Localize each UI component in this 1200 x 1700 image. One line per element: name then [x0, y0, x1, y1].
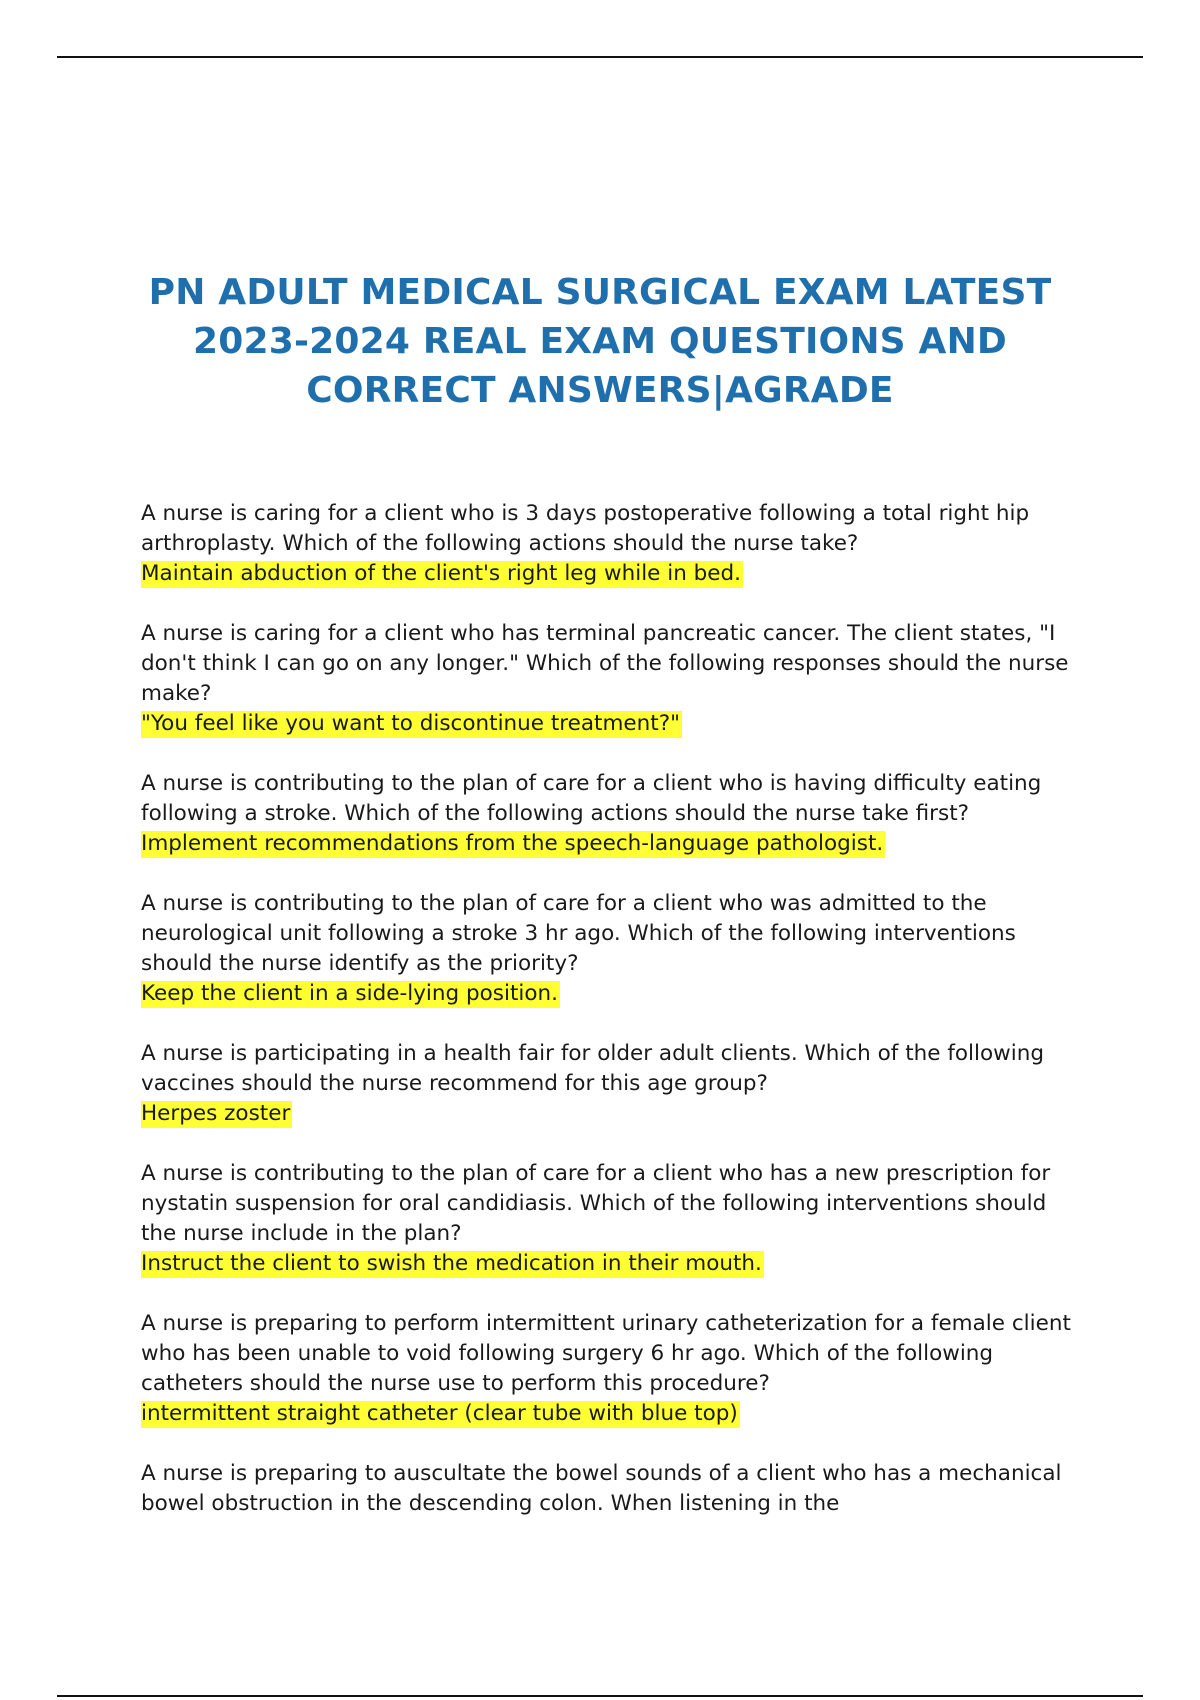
qa-item-8 — [141, 1459, 1071, 1519]
qa-item-4 — [141, 889, 1071, 1009]
answer-highlight: Implement recommendations from the speech-language pathologist. — [141, 831, 884, 856]
answer-highlight: "You feel like you want to discontinue treatment?" — [141, 711, 681, 736]
question-text: A nurse is preparing to perform intermittent urinary catheterization for a female client who has been unable to void following surgery 6 hr ago. Which of the following catheters should the nurse use to perform this procedure? — [141, 1311, 1071, 1396]
question-text: A nurse is participating in a health fair for older adult clients. Which of the following vaccines should the nurse recommend for this age group? — [141, 1041, 1044, 1096]
answer-highlight: Maintain abduction of the client's right leg while in bed. — [141, 561, 742, 586]
answer-row — [141, 1399, 1071, 1429]
answer-row — [141, 559, 1071, 589]
qa-list — [141, 499, 1071, 1549]
question-text: A nurse is preparing to auscultate the bowel sounds of a client who has a mechanical bowel obstruction in the descending colon. When listening in the — [141, 1461, 1062, 1516]
answer-row — [141, 709, 1071, 739]
answer-row — [141, 1249, 1071, 1279]
question-text: A nurse is contributing to the plan of care for a client who was admitted to the neurological unit following a stroke 3 hr ago. Which of the following interventions should the nurse identify as the priority? — [141, 891, 1016, 976]
answer-row — [141, 979, 1071, 1009]
answer-row — [141, 829, 1071, 859]
question-text: A nurse is contributing to the plan of care for a client who has a new prescription for nystatin suspension for oral candidiasis. Which of the following interventions should the nurse include in the plan? — [141, 1161, 1051, 1246]
qa-item-3 — [141, 769, 1071, 859]
top-rule — [57, 56, 1143, 58]
qa-item-6 — [141, 1159, 1071, 1279]
answer-highlight: Herpes zoster — [141, 1101, 291, 1126]
qa-item-1 — [141, 499, 1071, 589]
answer-highlight: Keep the client in a side-lying position. — [141, 981, 558, 1006]
answer-highlight: Instruct the client to swish the medication in their mouth. — [141, 1251, 762, 1276]
answer-row — [141, 1099, 1071, 1129]
bottom-rule — [57, 1695, 1143, 1697]
qa-item-5 — [141, 1039, 1071, 1129]
qa-item-7 — [141, 1309, 1071, 1429]
document-title: PN ADULT MEDICAL SURGICAL EXAM LATEST 2023-2024 REAL EXAM QUESTIONS AND CORRECT ANSWERS|AGRADE — [148, 272, 1052, 411]
question-text: A nurse is caring for a client who is 3 days postoperative following a total right hip arthroplasty. Which of the following actions should the nurse take? — [141, 501, 1030, 556]
question-text: A nurse is caring for a client who has terminal pancreatic cancer. The client states, "I don't think I can go on any longer." Which of the following responses should the nurse make? — [141, 621, 1069, 706]
answer-highlight: intermittent straight catheter (clear tube with blue top) — [141, 1401, 738, 1426]
qa-item-2 — [141, 619, 1071, 739]
question-text: A nurse is contributing to the plan of care for a client who is having difficulty eating following a stroke. Which of the following actions should the nurse take first? — [141, 771, 1042, 826]
